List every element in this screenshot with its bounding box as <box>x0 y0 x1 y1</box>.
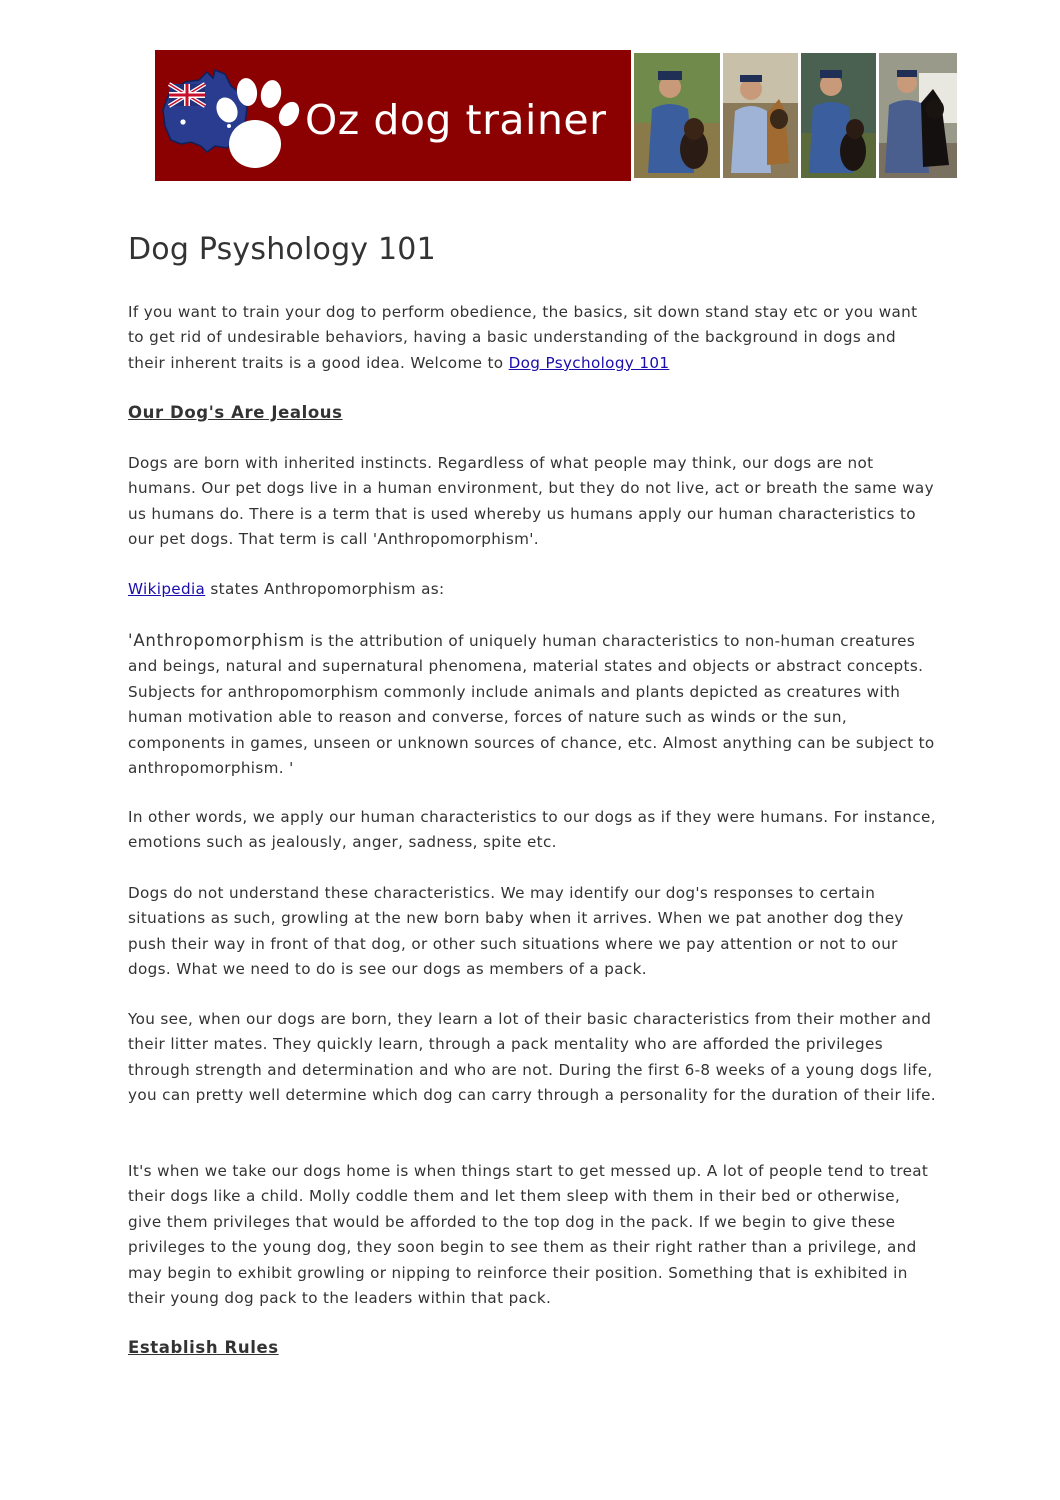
banner-title: Oz dog trainer <box>305 96 607 144</box>
australia-paw-logo-icon <box>155 50 305 181</box>
quote-paragraph <box>128 628 938 781</box>
paragraph-other-words: In other words, we apply our human characteristics to our dogs as if they were humans. For instance, emotions such as jealously, anger, sadness, spite etc. <box>128 808 936 852</box>
trainer-photo-4 <box>879 53 957 178</box>
page-title: Dog Psyshology 101 <box>128 232 436 267</box>
intro-paragraph <box>128 300 938 376</box>
wikipedia-text: states Anthropomorphism as: <box>205 580 445 598</box>
paragraph-instincts: Dogs are born with inherited instincts. Regardless of what people may think, our dogs are not humans. Our pet dogs live in a human environment, but they do not live, act or breath the same way us humans do. There is a term that is used whereby us humans apply our human characteristics to our pet dogs. That term is call 'Anthropomorphism'. <box>128 454 934 549</box>
section-heading-jealous: Our Dog's Are Jealous <box>128 403 343 422</box>
section-heading-rules: Establish Rules <box>128 1338 279 1357</box>
dog-psychology-link[interactable]: Dog Psychology 101 <box>508 353 670 372</box>
wikipedia-paragraph <box>128 577 938 602</box>
quote-text: is the attribution of uniquely human characteristics to non-human creatures and beings, natural and supernatural phenomena, material states and objects or abstract concepts. Subjects for anthropomorphism commonly include animals and plants depicted as creatures with human motivation able to reason and converse, forces of nature such as winds or the sun, components in games, unseen or unknown sources of chance, etc. Almost anything can be subject to anthropomorphism. ' <box>128 632 935 778</box>
trainer-photo-2 <box>723 53 798 178</box>
quote-lead-term: 'Anthropomorphism <box>128 631 306 650</box>
banner-logo-panel <box>155 50 631 181</box>
paragraph-characteristics: Dogs do not understand these characteristics. We may identify our dog's responses to certain situations as such, growling at the new born baby when it arrives. When we pat another dog they push their way in front of that dog, or other such situations where we pay attention or not to our dogs. What we need to do is see our dogs as members of a pack. <box>128 884 904 979</box>
paragraph-home: It's when we take our dogs home is when things start to get messed up. A lot of people tend to treat their dogs like a child. Molly coddle them and let them sleep with them in their bed or otherwise, give them privileges that would be afforded to the top dog in the pack. If we begin to give these privileges to the young dog, they soon begin to see them as their right rather than a privilege, and may begin to exhibit growling or nipping to reinforce their position. Something that is exhibited in their young dog pack to the leaders within that pack. <box>128 1162 929 1308</box>
paragraph-born: You see, when our dogs are born, they learn a lot of their basic characteristics from their mother and their litter mates. They quickly learn, through a pack mentality who are afforded the privileges through strength and determination and who are not. During the first 6-8 weeks of a young dogs life, you can pretty well determine which dog can carry through a personality for the duration of their life. <box>128 1010 936 1105</box>
trainer-photo-3 <box>801 53 876 178</box>
wikipedia-link[interactable]: Wikipedia <box>128 580 206 598</box>
site-banner <box>155 50 957 181</box>
trainer-photo-1 <box>634 53 720 178</box>
intro-text: If you want to train your dog to perform obedience, the basics, sit down stand stay etc or you want to get rid of undesirable behaviors, having a basic understanding of the background in dogs and their inherent traits is a good idea. Welcome to <box>128 303 918 372</box>
